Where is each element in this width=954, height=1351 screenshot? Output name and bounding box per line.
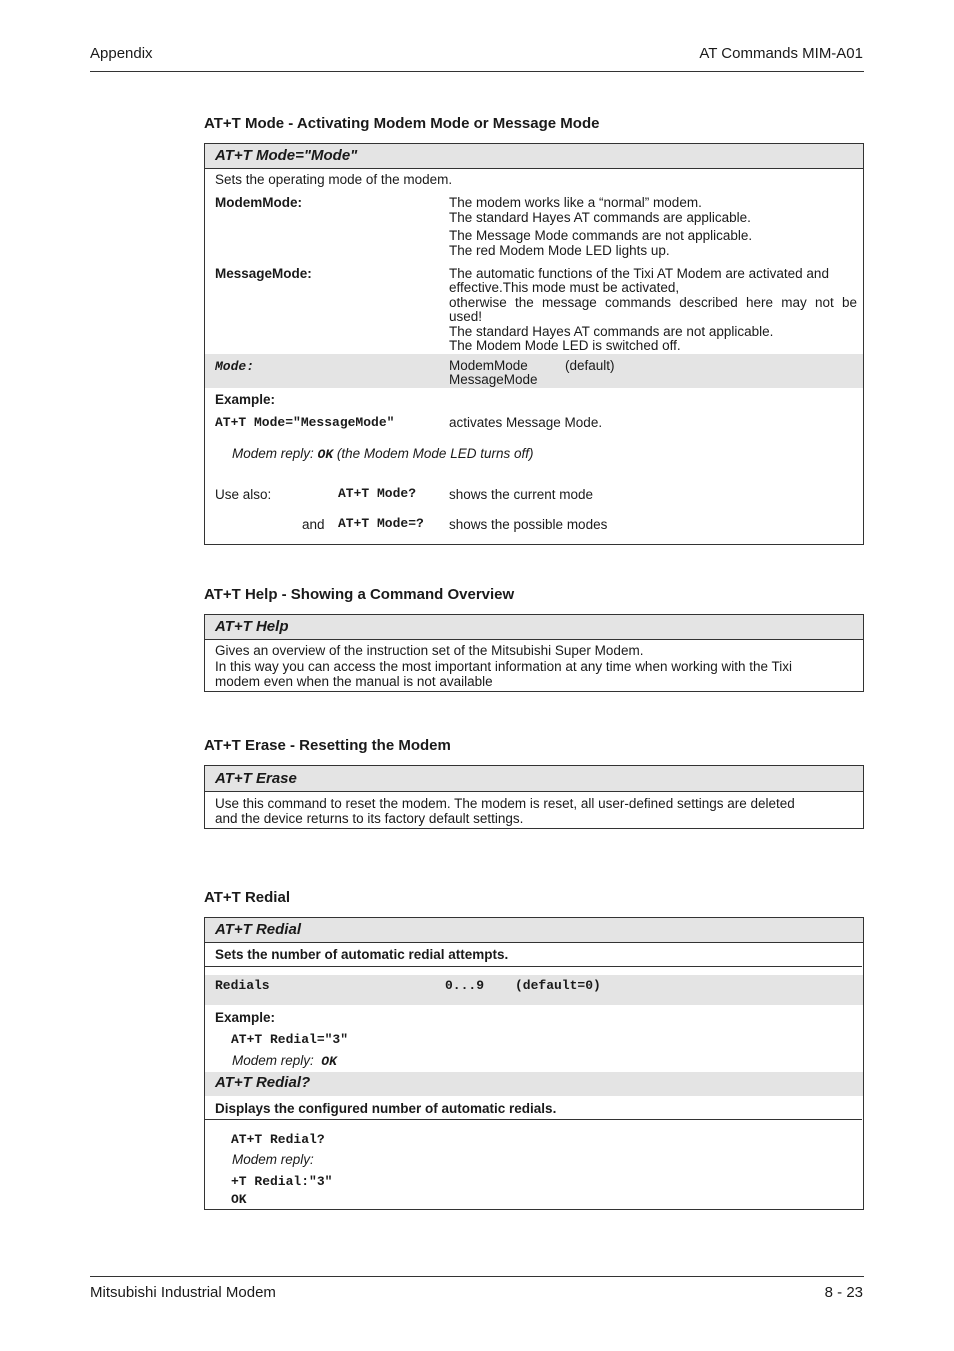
redial-query-rule	[205, 1119, 862, 1120]
redial-box-title: AT+T Redial	[215, 921, 301, 938]
help-desc-3: modem even when the manual is not available	[215, 674, 493, 689]
erase-command-box	[204, 765, 864, 829]
use-also-label: Use also:	[215, 487, 272, 502]
messagemode-desc-2: effective.This mode must be activated,	[449, 280, 680, 295]
erase-desc-1: Use this command to reset the modem. The modem is reset, all user-defined settings are deleted	[215, 796, 795, 811]
modemmode-desc-2: The standard Hayes AT commands are applicable.	[449, 210, 751, 225]
modemmode-desc-1: The modem works like a “normal” modem.	[449, 195, 702, 210]
mode-command-box	[204, 143, 864, 545]
modemmode-desc-3: The Message Mode commands are not applicable.	[449, 228, 753, 243]
messagemode-desc-1: The automatic functions of the Tixi AT Modem are activated and	[449, 266, 829, 281]
redial-desc-rule	[205, 966, 862, 967]
mode-test-desc: shows the possible modes	[449, 517, 608, 532]
mode-example-label: Example:	[215, 392, 276, 407]
redial-reply-ok: OK	[321, 1054, 337, 1069]
messagemode-desc-4: used!	[449, 309, 483, 324]
section-title-mode: AT+T Mode - Activating Modem Mode or Message Mode	[204, 115, 600, 132]
footer-rule	[90, 1276, 864, 1277]
redial-reply-prefix: Modem reply:	[232, 1053, 314, 1068]
mode-reply-prefix: Modem reply:	[232, 446, 318, 461]
redial-query-command: AT+T Redial?	[231, 1132, 325, 1147]
mode-param-name: Mode:	[215, 359, 255, 374]
messagemode-desc-5: The standard Hayes AT commands are not applicable.	[449, 324, 774, 339]
messagemode-label: MessageMode:	[215, 266, 312, 281]
modemmode-label: ModemMode:	[215, 195, 302, 210]
redial-param-range: 0...9	[445, 978, 485, 993]
section-title-erase: AT+T Erase - Resetting the Modem	[204, 737, 451, 754]
mode-modem-reply	[232, 446, 533, 462]
mode-param-option-2: MessageMode	[449, 372, 538, 387]
help-desc-2: In this way you can access the most important information at any time when working with the Tixi	[215, 659, 793, 674]
redial-box-header	[205, 918, 863, 943]
mode-reply-suffix: (the Modem Mode LED turns off)	[333, 446, 534, 461]
mode-box-title: AT+T Mode="Mode"	[215, 147, 358, 164]
redial-param-name: Redials	[215, 978, 270, 993]
erase-box-title: AT+T Erase	[215, 770, 297, 787]
mode-test-command: AT+T Mode=?	[338, 516, 424, 531]
mode-query-command: AT+T Mode?	[338, 486, 417, 501]
redial-example-command: AT+T Redial="3"	[231, 1032, 349, 1047]
redial-param-default: (default=0)	[515, 978, 601, 993]
mode-box-header	[205, 144, 863, 169]
redial-query-title: AT+T Redial?	[215, 1074, 311, 1091]
redial-query-desc: Displays the configured number of automatic redials.	[215, 1101, 557, 1116]
and-label: and	[302, 517, 325, 532]
help-command-box	[204, 614, 864, 692]
help-desc-1: Gives an overview of the instruction set of the Mitsubishi Super Modem.	[215, 643, 644, 658]
mode-intro: Sets the operating mode of the modem.	[215, 172, 453, 187]
running-header-left: Appendix	[90, 45, 153, 62]
redial-query-reply-ok: OK	[231, 1192, 247, 1207]
mode-example-desc: activates Message Mode.	[449, 415, 603, 430]
erase-desc-2: and the device returns to its factory default settings.	[215, 811, 524, 826]
redial-desc: Sets the number of automatic redial attempts.	[215, 947, 509, 962]
section-title-help: AT+T Help - Showing a Command Overview	[204, 586, 515, 603]
modemmode-desc-4: The red Modem Mode LED lights up.	[449, 243, 670, 258]
messagemode-desc-3: otherwise the message commands described here may not be	[449, 295, 857, 310]
mode-param-default-note: (default)	[565, 358, 615, 373]
mode-reply-ok: OK	[317, 447, 334, 462]
mode-query-desc: shows the current mode	[449, 487, 594, 502]
running-header-right: AT Commands MIM-A01	[699, 45, 863, 62]
redial-query-reply-value: +T Redial:"3"	[231, 1174, 333, 1189]
running-footer-left: Mitsubishi Industrial Modem	[90, 1284, 276, 1301]
help-box-header	[205, 615, 863, 640]
redial-command-box	[204, 917, 864, 1210]
redial-modem-reply	[232, 1053, 337, 1069]
erase-box-header	[205, 766, 863, 792]
messagemode-desc-6: The Modem Mode LED is switched off.	[449, 338, 681, 353]
redial-query-reply-label: Modem reply:	[232, 1152, 314, 1167]
header-rule	[90, 71, 864, 72]
mode-example-command: AT+T Mode="MessageMode"	[215, 415, 395, 430]
help-box-title: AT+T Help	[215, 618, 289, 635]
section-title-redial: AT+T Redial	[204, 889, 290, 906]
redial-example-label: Example:	[215, 1010, 276, 1025]
mode-param-option-1: ModemMode	[449, 358, 528, 373]
page-number: 8 - 23	[824, 1284, 863, 1301]
